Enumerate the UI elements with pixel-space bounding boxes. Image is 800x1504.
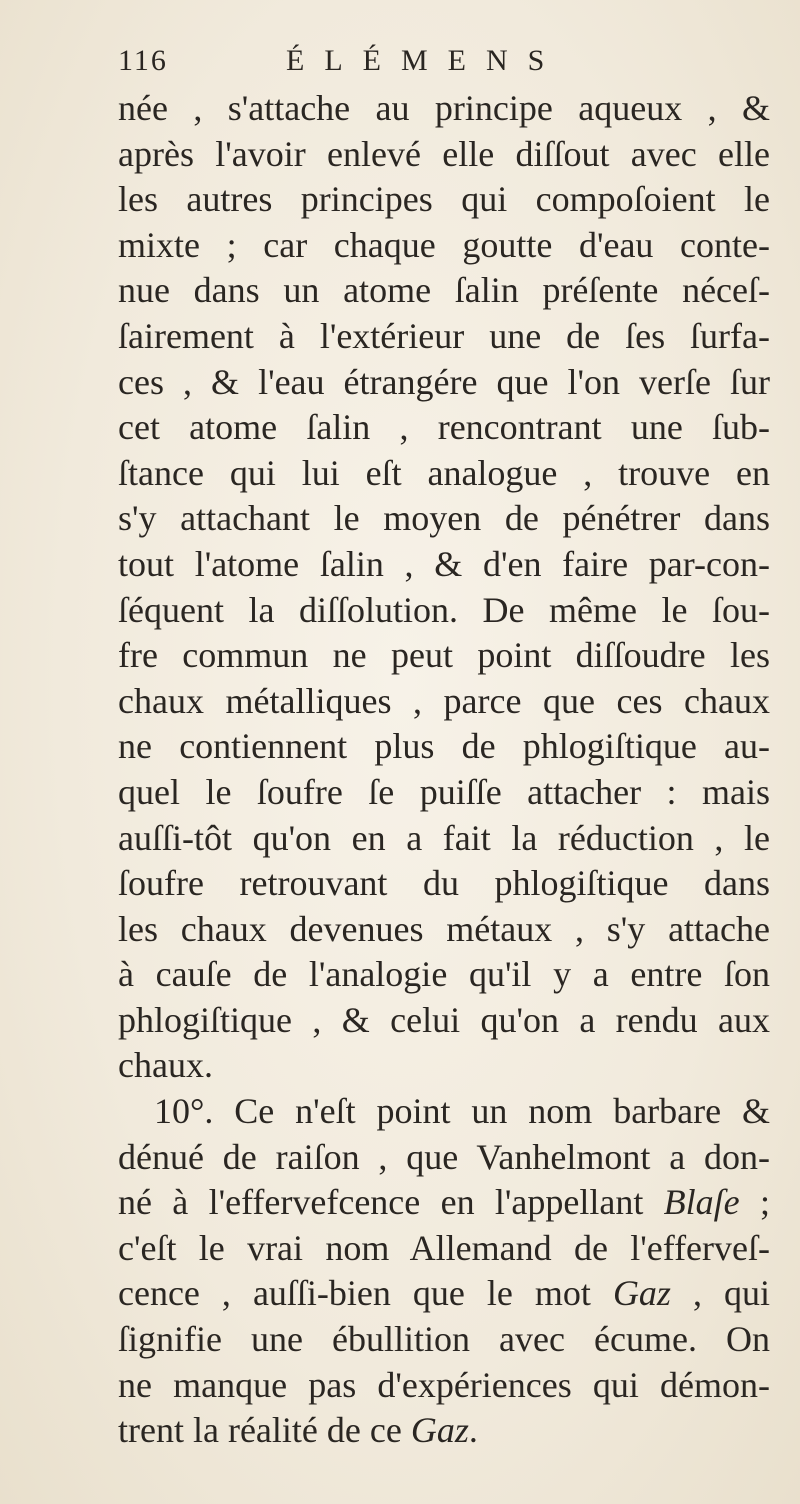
text-line: nue dans un atome ſalin préſente néceſ- [118,270,770,311]
text-line: tout l'atome ſalin , & d'en faire par-con- [118,543,770,584]
text-line: les autres principes qui compoſoient le [118,179,770,220]
paragraph-start-line: 10°. Ce n'eſt point un nom barbare & [154,1091,770,1132]
text-line: ne contiennent plus de phlogiſtique au- [118,726,770,767]
text-line: née , s'attache au principe aqueux , & [118,88,770,128]
text-line: dénué de raiſon , que Vanhelmont a don- [118,1136,770,1177]
text-line: c'eſt le vrai nom Allemand de l'efferveſ- [118,1227,770,1268]
text-line: auſſi-tôt qu'on en a fait la réduction , le [118,817,770,858]
text-line: quel le ſoufre ſe puiſſe attacher : mais [118,771,770,812]
text-line: chaux. [118,1045,213,1086]
text-line: s'y attachant le moyen de pénétrer dans [118,498,770,539]
text-line: ſoufre retrouvant du phlogiſtique dans [118,863,770,904]
running-title: ÉLÉMENS [286,44,565,77]
text-line: ces , & l'eau étrangére que l'on verſe ſur [118,361,770,402]
text-line: phlogiſtique , & celui qu'on a rendu aux [118,999,770,1040]
text-line: né à l'effervefcence en l'appellant Blaſe ; [118,1182,770,1223]
text-line: ſignifie une ébullition avec écume. On [118,1319,770,1360]
text-line: à cauſe de l'analogie qu'il y a entre ſon [118,954,770,995]
running-head [118,44,718,84]
text-line: ne manque pas d'expériences qui démon- [118,1364,770,1405]
text-line: trent la réalité de ce Gaz. [118,1410,478,1451]
text-line: ſairement à l'extérieur une de ſes ſurfa- [118,315,770,356]
text-line: mixte ; car chaque goutte d'eau conte- [118,224,770,265]
text-line: ſtance qui lui eſt analogue , trouve en [118,452,770,493]
text-line: chaux métalliques , parce que ces chaux [118,680,770,721]
text-line: fre commun ne peut point diſſoudre les [118,635,770,676]
body-text [118,86,770,1454]
page-number: 116 [118,44,168,77]
text-line: ſéquent la diſſolution. De même le ſou- [118,589,770,630]
text-line: les chaux devenues métaux , s'y attache [118,908,770,949]
text-line: après l'avoir enlevé elle diſſout avec elle [118,133,770,174]
text-line: cence , auſſi-bien que le mot Gaz , qui [118,1273,770,1314]
text-line: cet atome ſalin , rencontrant une ſub- [118,407,770,448]
